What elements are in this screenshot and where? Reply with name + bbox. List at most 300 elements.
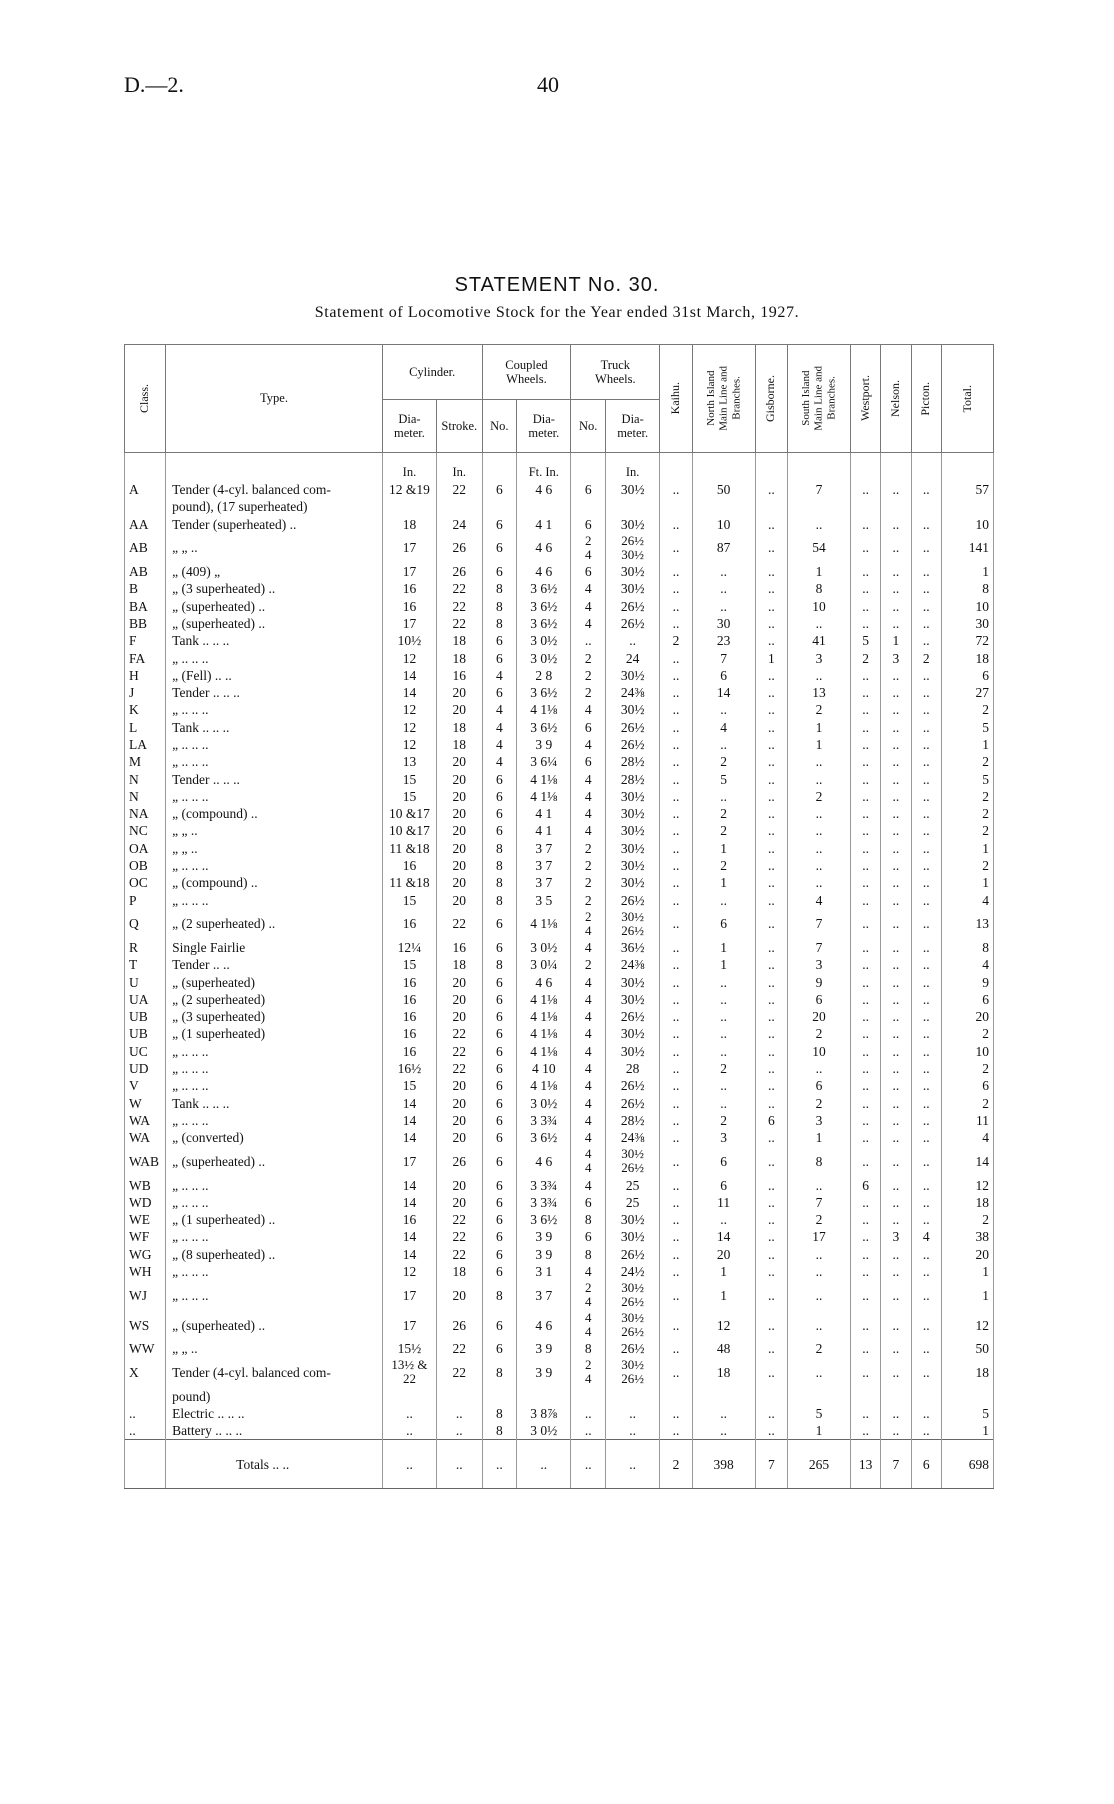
cell-westport: .. xyxy=(850,684,880,701)
cell-class: OA xyxy=(125,840,166,857)
cell-gisborne: .. xyxy=(755,956,788,973)
cell-truck-diameter: 30½ xyxy=(606,516,660,533)
cell-coupled-diameter: 4 1 xyxy=(517,822,571,839)
cell-south-island: 2 xyxy=(788,1025,851,1042)
cell-coupled-diameter: 4 1⅛ xyxy=(517,770,571,787)
total-picton: 6 xyxy=(911,1440,941,1489)
cell-nelson: .. xyxy=(881,857,911,874)
cell-picton: .. xyxy=(911,805,941,822)
cell-kaihu: .. xyxy=(660,667,693,684)
cell-westport: .. xyxy=(850,1095,880,1112)
cell-stroke: 22 xyxy=(437,1025,483,1042)
cell-class: AB xyxy=(125,563,166,580)
cell-nelson: .. xyxy=(881,770,911,787)
cell-cylinder-diameter xyxy=(382,498,436,515)
cell-north-island: .. xyxy=(692,1405,755,1422)
cell-total: 10 xyxy=(941,516,993,533)
cell-type: „ (superheated) xyxy=(166,973,383,990)
cell-picton: .. xyxy=(911,1008,941,1025)
cell-truck-no: 2 xyxy=(571,874,606,891)
cell-picton xyxy=(911,498,941,515)
cell-total: 2 xyxy=(941,805,993,822)
cell-truck-no: 4 xyxy=(571,991,606,1008)
cell-truck-diameter: .. xyxy=(606,1422,660,1440)
cell-cylinder-diameter: 13 xyxy=(382,753,436,770)
cell-gisborne: .. xyxy=(755,973,788,990)
cell-picton: .. xyxy=(911,1060,941,1077)
cell-westport: .. xyxy=(850,481,880,498)
cell-westport: .. xyxy=(850,701,880,718)
cell-coupled-no: 4 xyxy=(482,701,517,718)
cell-total xyxy=(941,1387,993,1404)
cell-truck-no: 2 xyxy=(571,684,606,701)
cell-westport: .. xyxy=(850,580,880,597)
cell-picton: .. xyxy=(911,1405,941,1422)
cell-truck-no: 4 xyxy=(571,1095,606,1112)
cell-stroke: 20 xyxy=(437,1176,483,1193)
col-header-south-island: South Island Main Line and Branches. xyxy=(788,345,851,453)
cell-coupled-diameter: 3 6½ xyxy=(517,719,571,736)
cell-westport: .. xyxy=(850,1025,880,1042)
cell-north-island: 50 xyxy=(692,481,755,498)
cell-south-island: .. xyxy=(788,874,851,891)
cell-stroke: 20 xyxy=(437,805,483,822)
cell-class: AB xyxy=(125,533,166,563)
cell-cylinder-diameter: 14 xyxy=(382,1176,436,1193)
statement-subtitle: Statement of Locomotive Stock for the Year ended 31st March, 1927. xyxy=(314,304,800,321)
cell-coupled-diameter: 3 0¼ xyxy=(517,956,571,973)
cell-westport: .. xyxy=(850,1340,880,1357)
cell-truck-diameter: 26½ xyxy=(606,1340,660,1357)
table-row xyxy=(125,1422,994,1440)
cell-westport: .. xyxy=(850,719,880,736)
cell-cylinder-diameter: 16 xyxy=(382,580,436,597)
cell-coupled-diameter: 3 5 xyxy=(517,892,571,909)
cell-type: „ .. .. .. xyxy=(166,892,383,909)
cell-stroke: 22 xyxy=(437,615,483,632)
cell-coupled-no: 6 xyxy=(482,1060,517,1077)
cell-north-island: 2 xyxy=(692,1112,755,1129)
cell-kaihu: .. xyxy=(660,805,693,822)
cell-westport: .. xyxy=(850,1228,880,1245)
table-row xyxy=(125,701,994,718)
cell-cylinder-diameter: 11 &18 xyxy=(382,840,436,857)
cell-class: B xyxy=(125,580,166,597)
table-row xyxy=(125,649,994,666)
cell-south-island: 3 xyxy=(788,1112,851,1129)
cell-type: Tender (4-cyl. balanced com- xyxy=(166,1357,383,1387)
cell-total: 2 xyxy=(941,1095,993,1112)
cell-nelson: .. xyxy=(881,956,911,973)
cell-nelson: .. xyxy=(881,1025,911,1042)
cell-picton xyxy=(911,1387,941,1404)
cell-nelson: .. xyxy=(881,1008,911,1025)
cell-total: 4 xyxy=(941,1129,993,1146)
cell-cylinder-diameter: 16 xyxy=(382,1008,436,1025)
cell-class: WA xyxy=(125,1129,166,1146)
cell-total: 38 xyxy=(941,1228,993,1245)
cell-cylinder-diameter: 17 xyxy=(382,1146,436,1176)
cell-truck-no: 4 xyxy=(571,615,606,632)
cell-type: „ (2 superheated) .. xyxy=(166,909,383,939)
cell-truck-no: 2 4 xyxy=(571,1280,606,1310)
table-row xyxy=(125,909,994,939)
cell-nelson: .. xyxy=(881,1060,911,1077)
cell-picton: .. xyxy=(911,1246,941,1263)
cell-picton: .. xyxy=(911,533,941,563)
cell-westport: .. xyxy=(850,736,880,753)
cell-north-island: .. xyxy=(692,1043,755,1060)
cell-gisborne: 1 xyxy=(755,649,788,666)
cell-picton: .. xyxy=(911,615,941,632)
cell-class: WA xyxy=(125,1112,166,1129)
cell-truck-diameter: 26½ xyxy=(606,1095,660,1112)
cell-south-island: 9 xyxy=(788,973,851,990)
cell-kaihu: .. xyxy=(660,533,693,563)
statement-title: STATEMENT No. 30. xyxy=(454,274,660,296)
cell-cylinder-diameter: 17 xyxy=(382,1280,436,1310)
cell-truck-no: 4 xyxy=(571,770,606,787)
cell-truck-no xyxy=(571,1387,606,1404)
cell-type: „ .. .. .. xyxy=(166,1112,383,1129)
cell-picton: .. xyxy=(911,580,941,597)
cell-kaihu: .. xyxy=(660,939,693,956)
cell-coupled-no: 6 xyxy=(482,770,517,787)
cell-coupled-no: 4 xyxy=(482,736,517,753)
cell-coupled-no: 8 xyxy=(482,1422,517,1440)
cell-type: Tender .. .. xyxy=(166,956,383,973)
cell-kaihu: .. xyxy=(660,684,693,701)
cell-type: „ (3 superheated) .. xyxy=(166,580,383,597)
cell-kaihu: .. xyxy=(660,1194,693,1211)
cell-westport: .. xyxy=(850,857,880,874)
cell-nelson: .. xyxy=(881,1176,911,1193)
cell-class: H xyxy=(125,667,166,684)
total-class xyxy=(125,1440,166,1489)
cell-truck-no: 2 xyxy=(571,892,606,909)
cell-cylinder-diameter: 14 xyxy=(382,1095,436,1112)
cell-truck-no: 6 xyxy=(571,719,606,736)
cell-picton: .. xyxy=(911,516,941,533)
cell-stroke: 18 xyxy=(437,956,483,973)
cell-north-island: 2 xyxy=(692,1060,755,1077)
cell-picton: .. xyxy=(911,481,941,498)
cell-cylinder-diameter: 12 xyxy=(382,719,436,736)
cell-stroke: .. xyxy=(437,1422,483,1440)
cell-stroke: 20 xyxy=(437,1129,483,1146)
cell-nelson: .. xyxy=(881,533,911,563)
cell-type: „ (superheated) .. xyxy=(166,1146,383,1176)
cell-truck-no: 4 xyxy=(571,1060,606,1077)
cell-kaihu: .. xyxy=(660,840,693,857)
cell-coupled-diameter: 4 1⅛ xyxy=(517,1043,571,1060)
cell-coupled-no: 6 xyxy=(482,481,517,498)
cell-class: A xyxy=(125,481,166,498)
cell-total: 18 xyxy=(941,1194,993,1211)
cell-north-island xyxy=(692,498,755,515)
total-cylinder-diameter: .. xyxy=(382,1440,436,1489)
cell-total: 57 xyxy=(941,481,993,498)
total-truck-diameter: .. xyxy=(606,1440,660,1489)
cell-coupled-no: 6 xyxy=(482,822,517,839)
cell-westport: .. xyxy=(850,909,880,939)
table-row xyxy=(125,667,994,684)
cell-westport: .. xyxy=(850,1280,880,1310)
cell-westport: .. xyxy=(850,1008,880,1025)
cell-cylinder-diameter: 10½ xyxy=(382,632,436,649)
cell-coupled-diameter xyxy=(517,498,571,515)
cell-truck-diameter: 30½ xyxy=(606,1025,660,1042)
table-row xyxy=(125,498,994,515)
cell-class: WJ xyxy=(125,1280,166,1310)
cell-south-island: .. xyxy=(788,805,851,822)
cell-south-island: .. xyxy=(788,615,851,632)
cell-westport: .. xyxy=(850,973,880,990)
cell-class: WAB xyxy=(125,1146,166,1176)
cell-north-island: 6 xyxy=(692,667,755,684)
cell-coupled-no: 6 xyxy=(482,1129,517,1146)
cell-type: „ „ .. xyxy=(166,822,383,839)
table-row xyxy=(125,516,994,533)
cell-westport: .. xyxy=(850,1077,880,1094)
cell-class: NA xyxy=(125,805,166,822)
cell-coupled-diameter: 3 6½ xyxy=(517,1129,571,1146)
cell-class: AA xyxy=(125,516,166,533)
cell-truck-diameter: 26½ xyxy=(606,1246,660,1263)
col-header-truck-diameter: Dia- meter. xyxy=(606,400,660,453)
cell-south-island: 20 xyxy=(788,1008,851,1025)
cell-stroke: 22 xyxy=(437,580,483,597)
cell-picton: .. xyxy=(911,1340,941,1357)
cell-westport: .. xyxy=(850,874,880,891)
cell-coupled-no: 8 xyxy=(482,1357,517,1387)
cell-picton: .. xyxy=(911,701,941,718)
cell-truck-diameter: 26½ xyxy=(606,719,660,736)
cell-cylinder-diameter: 16 xyxy=(382,1211,436,1228)
cell-kaihu: .. xyxy=(660,701,693,718)
cell-total: 2 xyxy=(941,857,993,874)
cell-truck-diameter: .. xyxy=(606,1405,660,1422)
cell-nelson: .. xyxy=(881,580,911,597)
cell-south-island: .. xyxy=(788,1060,851,1077)
cell-gisborne: .. xyxy=(755,892,788,909)
cell-coupled-diameter: 3 7 xyxy=(517,840,571,857)
total-total: 698 xyxy=(941,1440,993,1489)
cell-gisborne: .. xyxy=(755,1077,788,1094)
cell-nelson: .. xyxy=(881,1357,911,1387)
cell-truck-no: 4 4 xyxy=(571,1146,606,1176)
cell-total: 6 xyxy=(941,991,993,1008)
cell-cylinder-diameter: 15 xyxy=(382,1077,436,1094)
cell-coupled-diameter: 3 0½ xyxy=(517,939,571,956)
col-header-truck-wheels: Truck Wheels. xyxy=(571,345,660,400)
cell-south-island: 2 xyxy=(788,1211,851,1228)
cell-north-island: 1 xyxy=(692,939,755,956)
cell-south-island: .. xyxy=(788,753,851,770)
total-south-island: 265 xyxy=(788,1440,851,1489)
cell-total: 30 xyxy=(941,615,993,632)
cell-truck-no: 6 xyxy=(571,1228,606,1245)
cell-westport: 2 xyxy=(850,649,880,666)
cell-truck-diameter: 30½ 26½ xyxy=(606,1146,660,1176)
cell-truck-diameter: 30½ xyxy=(606,822,660,839)
cell-south-island: 17 xyxy=(788,1228,851,1245)
cell-kaihu: .. xyxy=(660,1228,693,1245)
cell-truck-diameter: 30½ xyxy=(606,1043,660,1060)
cell-south-island: 2 xyxy=(788,701,851,718)
cell-coupled-no: 6 xyxy=(482,1228,517,1245)
cell-westport: .. xyxy=(850,1405,880,1422)
cell-cylinder-diameter: 15½ xyxy=(382,1340,436,1357)
cell-coupled-no: 4 xyxy=(482,667,517,684)
table-row xyxy=(125,580,994,597)
cell-south-island: 3 xyxy=(788,956,851,973)
cell-coupled-no: 8 xyxy=(482,1405,517,1422)
cell-type: Battery .. .. .. xyxy=(166,1422,383,1440)
cell-truck-diameter: 30½ xyxy=(606,580,660,597)
cell-class: L xyxy=(125,719,166,736)
cell-truck-no: 4 xyxy=(571,939,606,956)
cell-class xyxy=(125,498,166,515)
cell-stroke: 20 xyxy=(437,753,483,770)
cell-nelson: .. xyxy=(881,1405,911,1422)
cell-type: „ (409) „ xyxy=(166,563,383,580)
cell-total: 2 xyxy=(941,701,993,718)
cell-westport: .. xyxy=(850,788,880,805)
cell-coupled-diameter: 3 9 xyxy=(517,1228,571,1245)
cell-coupled-diameter: 4 6 xyxy=(517,973,571,990)
cell-coupled-diameter: 3 6½ xyxy=(517,684,571,701)
cell-truck-no: 4 xyxy=(571,597,606,614)
cell-north-island xyxy=(692,1387,755,1404)
cell-picton: .. xyxy=(911,973,941,990)
unit-cyl-diameter: In. xyxy=(382,453,436,482)
cell-nelson: 3 xyxy=(881,1228,911,1245)
cell-kaihu: .. xyxy=(660,1077,693,1094)
cell-cylinder-diameter: 16½ xyxy=(382,1060,436,1077)
cell-truck-diameter xyxy=(606,1387,660,1404)
cell-gisborne: .. xyxy=(755,1176,788,1193)
cell-total: 8 xyxy=(941,580,993,597)
cell-class: N xyxy=(125,770,166,787)
cell-type: „ .. .. .. xyxy=(166,701,383,718)
cell-nelson: .. xyxy=(881,822,911,839)
cell-stroke: 26 xyxy=(437,1146,483,1176)
cell-truck-no: 4 xyxy=(571,1077,606,1094)
cell-cylinder-diameter: 16 xyxy=(382,973,436,990)
col-header-type: Type. xyxy=(166,345,383,453)
table-row xyxy=(125,1129,994,1146)
cell-total: 50 xyxy=(941,1340,993,1357)
cell-nelson: .. xyxy=(881,1263,911,1280)
cell-stroke: 20 xyxy=(437,1112,483,1129)
cell-south-island: 4 xyxy=(788,892,851,909)
table-row xyxy=(125,956,994,973)
cell-north-island: 48 xyxy=(692,1340,755,1357)
cell-class: WS xyxy=(125,1310,166,1340)
cell-type: „ .. .. .. xyxy=(166,1176,383,1193)
cell-total: 2 xyxy=(941,1060,993,1077)
cell-truck-diameter: 30½ 26½ xyxy=(606,1357,660,1387)
cell-gisborne: .. xyxy=(755,719,788,736)
cell-coupled-diameter xyxy=(517,1387,571,1404)
cell-kaihu: .. xyxy=(660,1211,693,1228)
table-row xyxy=(125,1008,994,1025)
cell-picton: .. xyxy=(911,956,941,973)
cell-nelson: .. xyxy=(881,892,911,909)
cell-truck-diameter: 24½ xyxy=(606,1263,660,1280)
cell-truck-no: 4 xyxy=(571,580,606,597)
table-row xyxy=(125,1211,994,1228)
cell-kaihu: .. xyxy=(660,1340,693,1357)
cell-gisborne: .. xyxy=(755,1095,788,1112)
cell-truck-diameter: 30½ xyxy=(606,857,660,874)
cell-picton: .. xyxy=(911,1211,941,1228)
cell-type: Tank .. .. .. xyxy=(166,632,383,649)
cell-total: 18 xyxy=(941,649,993,666)
cell-stroke: 20 xyxy=(437,1077,483,1094)
cell-south-island: 7 xyxy=(788,909,851,939)
cell-stroke: 20 xyxy=(437,1095,483,1112)
cell-south-island: 6 xyxy=(788,1077,851,1094)
cell-south-island: 1 xyxy=(788,1129,851,1146)
cell-south-island: .. xyxy=(788,1357,851,1387)
cell-south-island: .. xyxy=(788,840,851,857)
cell-total: 1 xyxy=(941,1263,993,1280)
cell-truck-no: 4 xyxy=(571,701,606,718)
cell-nelson: .. xyxy=(881,516,911,533)
col-header-picton: Picton. xyxy=(911,345,941,453)
cell-westport: .. xyxy=(850,1146,880,1176)
cell-truck-no: 2 xyxy=(571,840,606,857)
cell-type: „ .. .. .. xyxy=(166,736,383,753)
cell-truck-diameter: 28½ xyxy=(606,770,660,787)
cell-gisborne: .. xyxy=(755,736,788,753)
cell-truck-no: 4 xyxy=(571,1263,606,1280)
cell-cylinder-diameter: 12¼ xyxy=(382,939,436,956)
cell-cylinder-diameter: 12 xyxy=(382,701,436,718)
cell-total: 11 xyxy=(941,1112,993,1129)
cell-truck-no: 2 4 xyxy=(571,1357,606,1387)
cell-truck-no: 2 xyxy=(571,857,606,874)
cell-cylinder-diameter: 16 xyxy=(382,857,436,874)
cell-total: 12 xyxy=(941,1176,993,1193)
cell-stroke: 20 xyxy=(437,822,483,839)
cell-picton: .. xyxy=(911,719,941,736)
cell-truck-diameter: 30½ 26½ xyxy=(606,1310,660,1340)
table-row xyxy=(125,753,994,770)
cell-type: „ (Fell) .. .. xyxy=(166,667,383,684)
table-row xyxy=(125,1112,994,1129)
cell-class: WH xyxy=(125,1263,166,1280)
cell-south-island: 41 xyxy=(788,632,851,649)
cell-stroke: 20 xyxy=(437,684,483,701)
cell-coupled-diameter: 4 1⅛ xyxy=(517,1025,571,1042)
cell-north-island: .. xyxy=(692,1025,755,1042)
cell-nelson: .. xyxy=(881,1112,911,1129)
cell-north-island: 1 xyxy=(692,840,755,857)
cell-stroke: 18 xyxy=(437,632,483,649)
cell-nelson: .. xyxy=(881,788,911,805)
table-row xyxy=(125,1194,994,1211)
cell-nelson: .. xyxy=(881,701,911,718)
cell-total: 1 xyxy=(941,1280,993,1310)
cell-westport: .. xyxy=(850,753,880,770)
cell-westport: .. xyxy=(850,615,880,632)
cell-type: „ .. .. .. xyxy=(166,1077,383,1094)
cell-picton: .. xyxy=(911,840,941,857)
cell-cylinder-diameter: 14 xyxy=(382,1129,436,1146)
